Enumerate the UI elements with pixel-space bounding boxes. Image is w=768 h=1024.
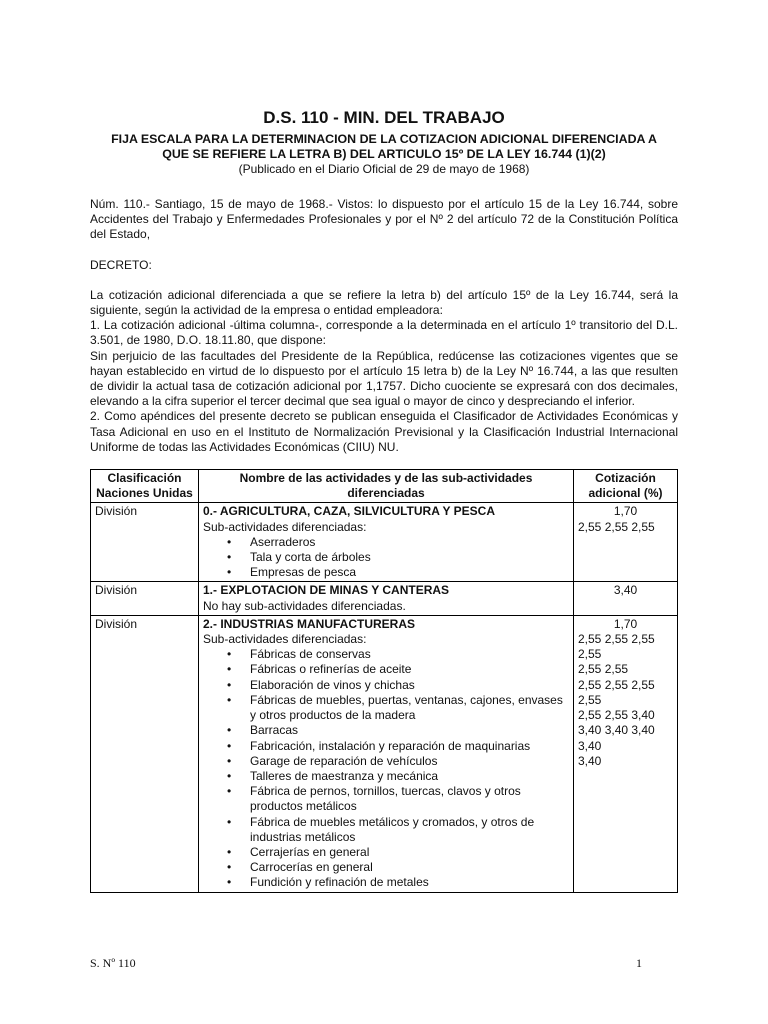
- footer-label: S. Nº 110: [90, 956, 136, 970]
- paragraph-2: 1. La cotización adicional -última columna-, corresponde a la determinada en el artículo 1º transitorio del D.L. 3.501, de 1980, D.O. 18.11.80, que dispone:: [90, 318, 678, 348]
- list-item: • Fábricas de muebles, puertas, ventanas, cajones, envases y otros productos de la madera: [250, 693, 569, 723]
- sub-activities-note: No hay sub-actividades diferenciadas.: [203, 598, 406, 613]
- intro-paragraph: Núm. 110.- Santiago, 15 de mayo de 1968.- Vistos: lo dispuesto por el artículo 15 de la Ley 16.744, sobre Accidentes del Trabajo y Enfermedades Profesionales y por el Nº 2 del artículo 72 de la Constitución Política del Estado,: [90, 197, 678, 242]
- activities-table: [90, 469, 678, 892]
- rate-main: 3,40: [613, 583, 638, 598]
- list-item: • Barracas: [250, 723, 569, 738]
- header-classification: Clasificación Naciones Unidas: [91, 470, 199, 503]
- section-heading: 1.- EXPLOTACION DE MINAS Y CANTERAS: [203, 583, 450, 598]
- table-body: [91, 503, 678, 892]
- table-row: [91, 582, 678, 615]
- list-item: • Fábricas de conservas: [250, 647, 569, 662]
- classification-cell: División: [91, 615, 199, 892]
- header-rate: Cotización adicional (%): [574, 470, 678, 503]
- section-heading: 2.- INDUSTRIAS MANUFACTURERAS: [203, 616, 416, 631]
- classification-cell: División: [91, 503, 199, 582]
- rate-cell: [574, 582, 678, 615]
- publication-note: (Publicado en el Diario Oficial de 29 de mayo de 1968): [238, 162, 530, 176]
- rate-line: 2,55 2,55 2,55: [578, 519, 655, 534]
- rate-line: 2,55: [578, 692, 602, 707]
- document-page: [90, 108, 678, 893]
- sub-activity-list: [203, 647, 569, 890]
- header-activity-name: Nombre de las actividades y de las sub-actividades diferenciadas: [199, 470, 574, 503]
- activity-cell: [199, 582, 574, 615]
- sub-activities-note: Sub-actividades diferenciadas:: [203, 632, 367, 647]
- list-item: • Fábricas o refinerías de aceite: [250, 662, 569, 677]
- sub-activity-list: [203, 535, 569, 581]
- section-heading: 0.- AGRICULTURA, CAZA, SILVICULTURA Y PESCA: [203, 504, 496, 519]
- rate-line: 2,55 2,55 2,55: [578, 677, 655, 692]
- paragraph-3: Sin perjuicio de las facultades del Presidente de la República, redúcense las cotizaciones vigentes que se hayan establecido en virtud de lo dispuesto por el artículo 15 letra b) de la Ley Nº 16.744, a las que resulten de dividir la actual tasa de cotización adicional por 1,1757. Dicho cuociente se expresará con dos decimales, elevando a la cifra superior el tercer decimal que sea igual o mayor de cinco y despreciando el inferior.: [90, 348, 678, 409]
- list-item: • Garage de reparación de vehículos: [250, 754, 569, 769]
- list-item: • Fábrica de muebles metálicos y cromados, y otros de industrias metálicos: [250, 815, 569, 845]
- list-item: • Fundición y refinación de metales: [250, 875, 569, 890]
- subtitle-line-1: FIJA ESCALA PARA LA DETERMINACION DE LA COTIZACION ADICIONAL DIFERENCIADA A: [111, 132, 657, 146]
- list-item: • Tala y corta de árboles: [250, 550, 569, 565]
- document-subtitle: [90, 132, 678, 162]
- rate-cell: [574, 615, 678, 892]
- list-item: • Carrocerías en general: [250, 860, 569, 875]
- table-row: [91, 503, 678, 582]
- activity-cell: [199, 503, 574, 582]
- table-header-row: [91, 470, 678, 503]
- rate-cell: [574, 503, 678, 582]
- activity-cell: [199, 615, 574, 892]
- list-item: • Aserraderos: [250, 535, 569, 550]
- rate-line: 2,55 2,55 2,55: [578, 632, 655, 647]
- subtitle-line-2: QUE SE REFIERE LA LETRA B) DEL ARTICULO 15º DE LA LEY 16.744 (1)(2): [162, 147, 606, 161]
- rate-main: 1,70: [613, 616, 638, 631]
- document-title: D.S. 110 - MIN. DEL TRABAJO: [263, 108, 505, 127]
- paragraph-4: 2. Como apéndices del presente decreto se publican enseguida el Clasificador de Actividades Económicas y Tasa Adicional en uso en el Instituto de Normalización Previsional y la Clasificación Industrial Internacional Uniforme de todas las Actividades Económicas (CIIU) NU.: [90, 409, 678, 454]
- list-item: • Fabricación, instalación y reparación de maquinarias: [250, 739, 569, 754]
- rate-line: 2,55 2,55: [578, 662, 629, 677]
- list-item: • Cerrajerías en general: [250, 845, 569, 860]
- rate-line: 3,40: [578, 753, 602, 768]
- table-row: [91, 615, 678, 892]
- sub-activities-note: Sub-actividades diferenciadas:: [203, 519, 367, 534]
- list-item: • Empresas de pesca: [250, 565, 569, 580]
- rate-line: 2,55 2,55 3,40: [578, 708, 655, 723]
- rate-line: 3,40: [578, 738, 602, 753]
- classification-cell: División: [91, 582, 199, 615]
- decreto-heading: DECRETO:: [90, 257, 152, 272]
- rate-main: 1,70: [613, 504, 638, 519]
- paragraph-1: La cotización adicional diferenciada a que se refiere la letra b) del artículo 15º de la Ley 16.744, será la siguiente, según la actividad de la empresa o entidad empleadora:: [90, 287, 678, 318]
- rate-line: 3,40 3,40 3,40: [578, 723, 655, 738]
- list-item: • Talleres de maestranza y mecánica: [250, 769, 569, 784]
- rate-line: 2,55: [578, 647, 602, 662]
- list-item: • Elaboración de vinos y chichas: [250, 678, 569, 693]
- page-number: 1: [636, 956, 642, 970]
- list-item: • Fábrica de pernos, tornillos, tuercas, clavos y otros productos metálicos: [250, 784, 569, 814]
